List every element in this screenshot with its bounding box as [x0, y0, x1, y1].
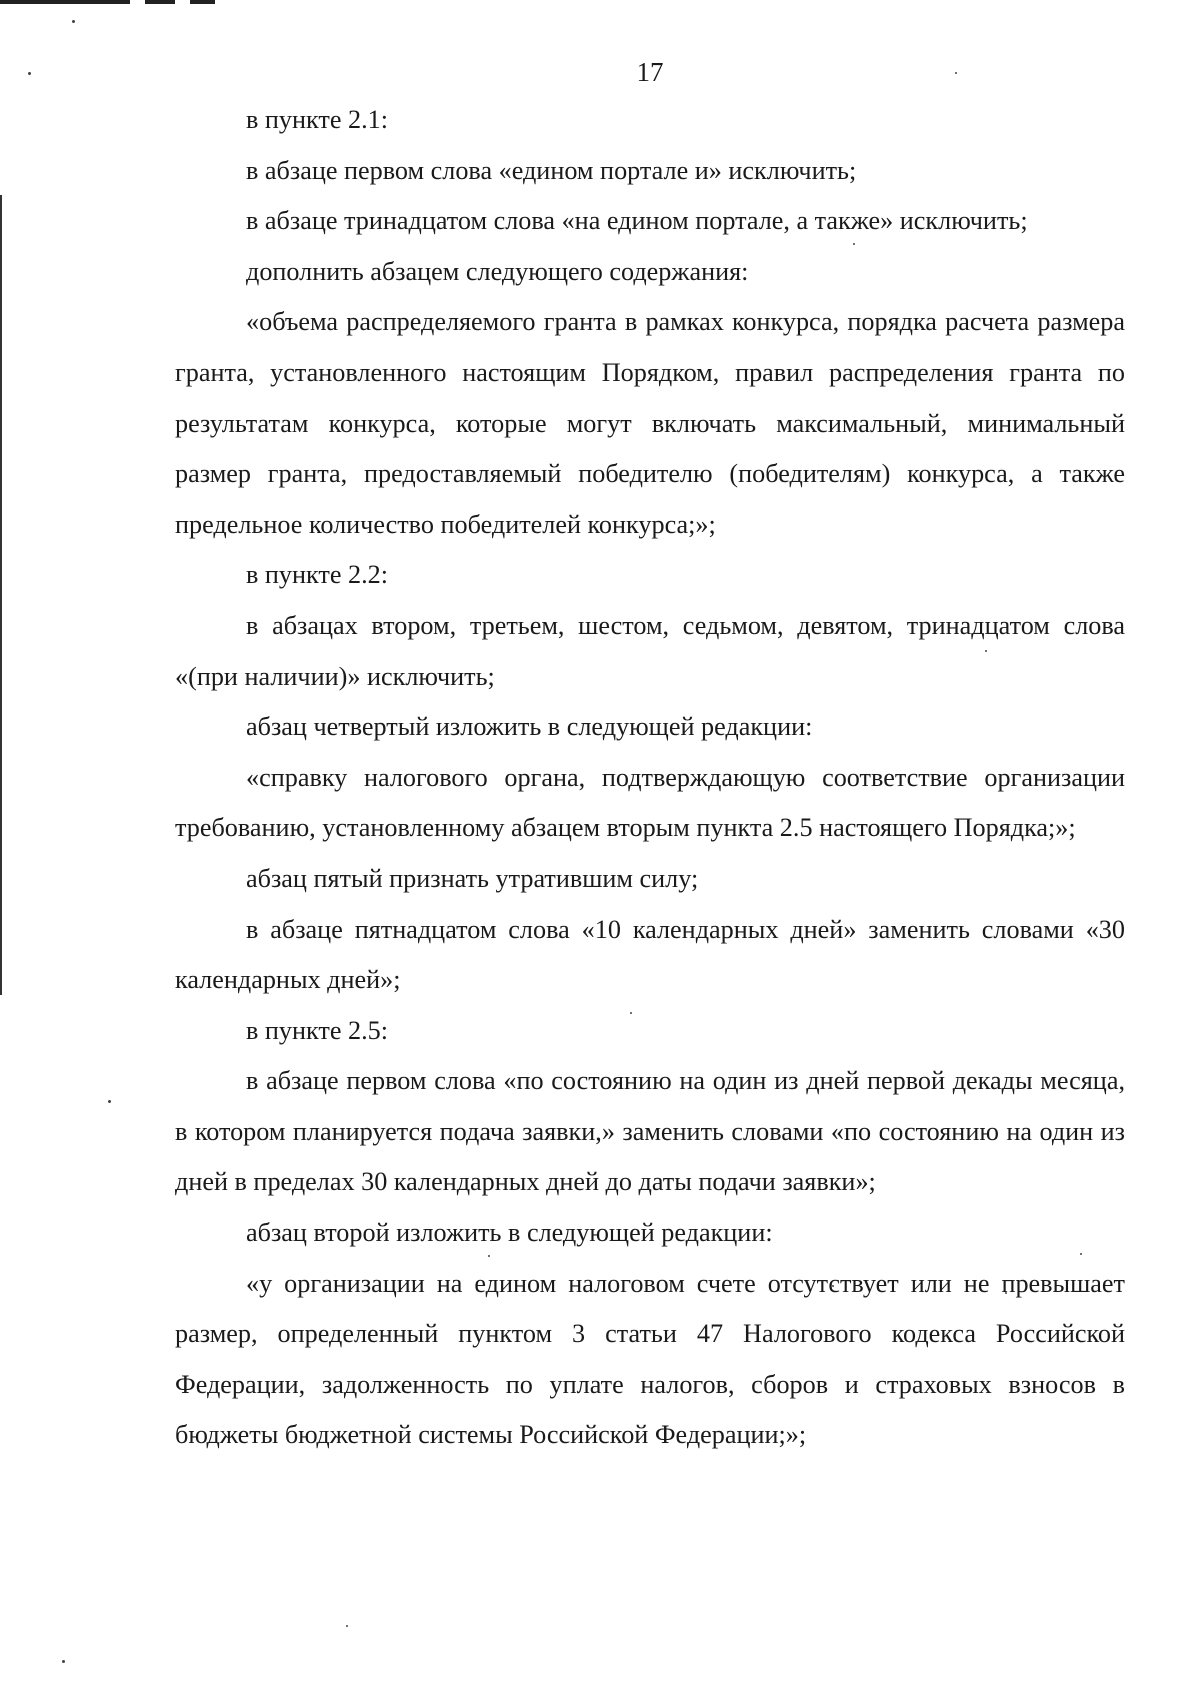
paragraph: в абзаце первом слова «по состоянию на один из дней первой декады месяца, в котором планируется подача заявки,» заменить словами «по состоянию на один из дней в пределах 30 календарных дней до даты подачи заявки»; [175, 1066, 1125, 1197]
paragraph: «у организации на едином налоговом счете отсутствует или не превышает размер, определенный пунктом 3 статьи 47 Налогового кодекса Российской Федерации, задолженность по уплате налогов, сборов и страховых взносов в бюджеты бюджетной системы Российской Федерации;»; [175, 1268, 1125, 1450]
scan-speck [72, 20, 75, 23]
scan-speck [62, 1660, 65, 1663]
scan-speck [346, 1625, 348, 1627]
scan-artifact-top [0, 0, 240, 4]
paragraph: в абзаце пятнадцатом слова «10 календарных дней» заменить словами «30 календарных дней»; [175, 914, 1125, 995]
paragraph: в пункте 2.5: [246, 1015, 389, 1045]
paragraph: «объема распределяемого гранта в рамках конкурса, порядка расчета размера гранта, установленного настоящим Порядком, правил распределения гранта по результатам конкурса, которые могут включать максимальный, минимальный размер гранта, предоставляемый победителю (победителям) конкурса, а также предельное количество победителей конкурса;»; [175, 307, 1125, 539]
paragraph: абзац второй изложить в следующей редакции: [246, 1218, 773, 1248]
paragraph: в абзаце первом слова «едином портале и» исключить; [246, 155, 857, 185]
paragraph: в абзацах втором, третьем, шестом, седьмом, девятом, тринадцатом слова «(при наличии)» исключить; [175, 610, 1125, 691]
page-number: 17 [636, 57, 664, 87]
paragraph: дополнить абзацем следующего содержания: [246, 256, 749, 286]
paragraph: абзац четвертый изложить в следующей редакции: [246, 712, 813, 742]
paragraph: в пункте 2.1: [246, 105, 389, 134]
scan-artifact-left-edge [0, 195, 2, 995]
scan-speck [108, 1100, 111, 1103]
paragraph: «справку налогового органа, подтверждающую соответствие организации требованию, установленному абзацем вторым пункта 2.5 настоящего Порядка;»; [175, 762, 1125, 843]
paragraph: абзац пятый признать утратившим силу; [246, 863, 699, 893]
paragraph: в пункте 2.2: [246, 560, 389, 590]
document-body [175, 95, 1125, 1461]
paragraph: в абзаце тринадцатом слова «на едином портале, а также» исключить; [246, 206, 1028, 236]
